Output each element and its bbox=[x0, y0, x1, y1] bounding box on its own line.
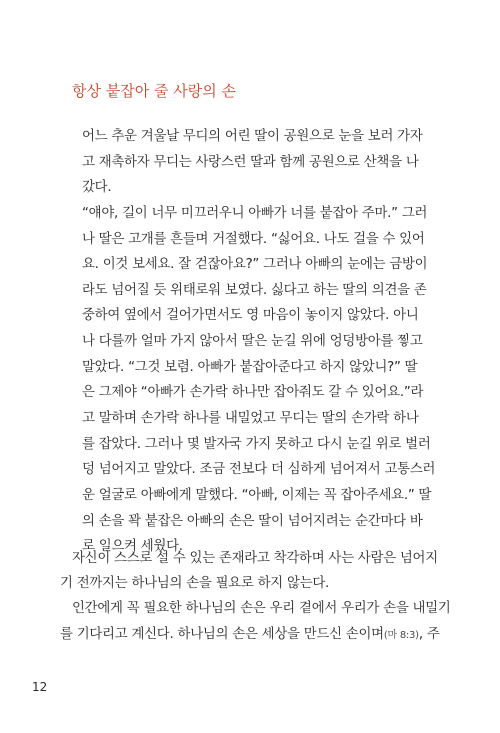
story-line: 중하여 옆에서 걸어가면서도 영 마음이 놓이지 않았다. 아니 bbox=[82, 308, 419, 324]
story-line: 요. 이것 보세요. 잘 걷잖아요?” 그러나 아빠의 눈에는 금방이 bbox=[82, 257, 428, 273]
body-line: 기 전까지는 하나님의 손을 필요로 하지 않는다. bbox=[60, 576, 330, 592]
story-line: 고 재촉하자 무디는 사랑스런 딸과 함께 공원으로 산책을 나 bbox=[82, 154, 419, 170]
story-line: 어느 추운 겨울날 무디의 어린 딸이 공원으로 눈을 보러 가자 bbox=[82, 129, 423, 144]
story-line: 의 손을 꽉 붙잡은 아빠의 손은 딸이 넘어지려는 순간마다 바 bbox=[82, 513, 423, 529]
body-line: 인간에게 꼭 필요한 하나님의 손은 우리 곁에서 우리가 손을 내밀기 bbox=[72, 601, 451, 617]
story-line: 덩 넘어지고 말았다. 조금 전보다 더 심하게 넘어져서 고통스러 bbox=[82, 462, 436, 478]
body-line: 자신이 스스로 설 수 있는 존재라고 착각하며 사는 사람은 넘어지 bbox=[72, 551, 438, 566]
story-line: 나 딸은 고개를 흔들며 거절했다. “싫어요. 나도 걸을 수 있어 bbox=[82, 231, 425, 247]
story-line: 라도 넘어질 듯 위태로워 보였다. 싫다고 하는 딸의 의견을 존 bbox=[82, 282, 427, 298]
story-line: 운 얼굴로 아빠에게 말했다. “아빠, 이제는 꼭 잡아주세요.” 딸 bbox=[82, 487, 432, 503]
body-text bbox=[60, 546, 451, 647]
body-line-tail: , 주 bbox=[418, 626, 440, 642]
body-line-last bbox=[60, 622, 440, 647]
story-line: 로 일으켜 세웠다. bbox=[82, 539, 183, 555]
story-line: 말았다. “그것 보렴. 아빠가 붙잡아준다고 하지 않았니?” 딸 bbox=[82, 359, 418, 375]
story-line: 갔다. bbox=[82, 180, 112, 196]
body-line-text: 를 기다리고 계신다. 하나님의 손은 세상을 만드신 손이며 bbox=[60, 626, 384, 642]
section-title: 항상 붙잡아 줄 사랑의 손 bbox=[72, 82, 236, 100]
scripture-citation: (마 8:3) bbox=[383, 629, 419, 641]
story-line: 고 말하며 손가락 하나를 내밀었고 무디는 딸의 손가락 하나 bbox=[82, 411, 419, 427]
story-line: 나 다를까 얼마 가지 않아서 딸은 눈길 위에 엉덩방아를 찧고 bbox=[82, 334, 423, 350]
page-number: 12 bbox=[32, 680, 48, 694]
story-block bbox=[82, 124, 436, 560]
story-line: “얘야, 길이 너무 미끄러우니 아빠가 너를 붙잡아 주마.” 그러 bbox=[82, 205, 428, 221]
story-line: 은 그제야 “아빠가 손가락 하나만 잡아줘도 갈 수 있어요.”라 bbox=[82, 385, 424, 401]
story-line: 를 잡았다. 그러나 몇 발자국 가지 못하고 다시 눈길 위로 벌러 bbox=[82, 436, 431, 452]
